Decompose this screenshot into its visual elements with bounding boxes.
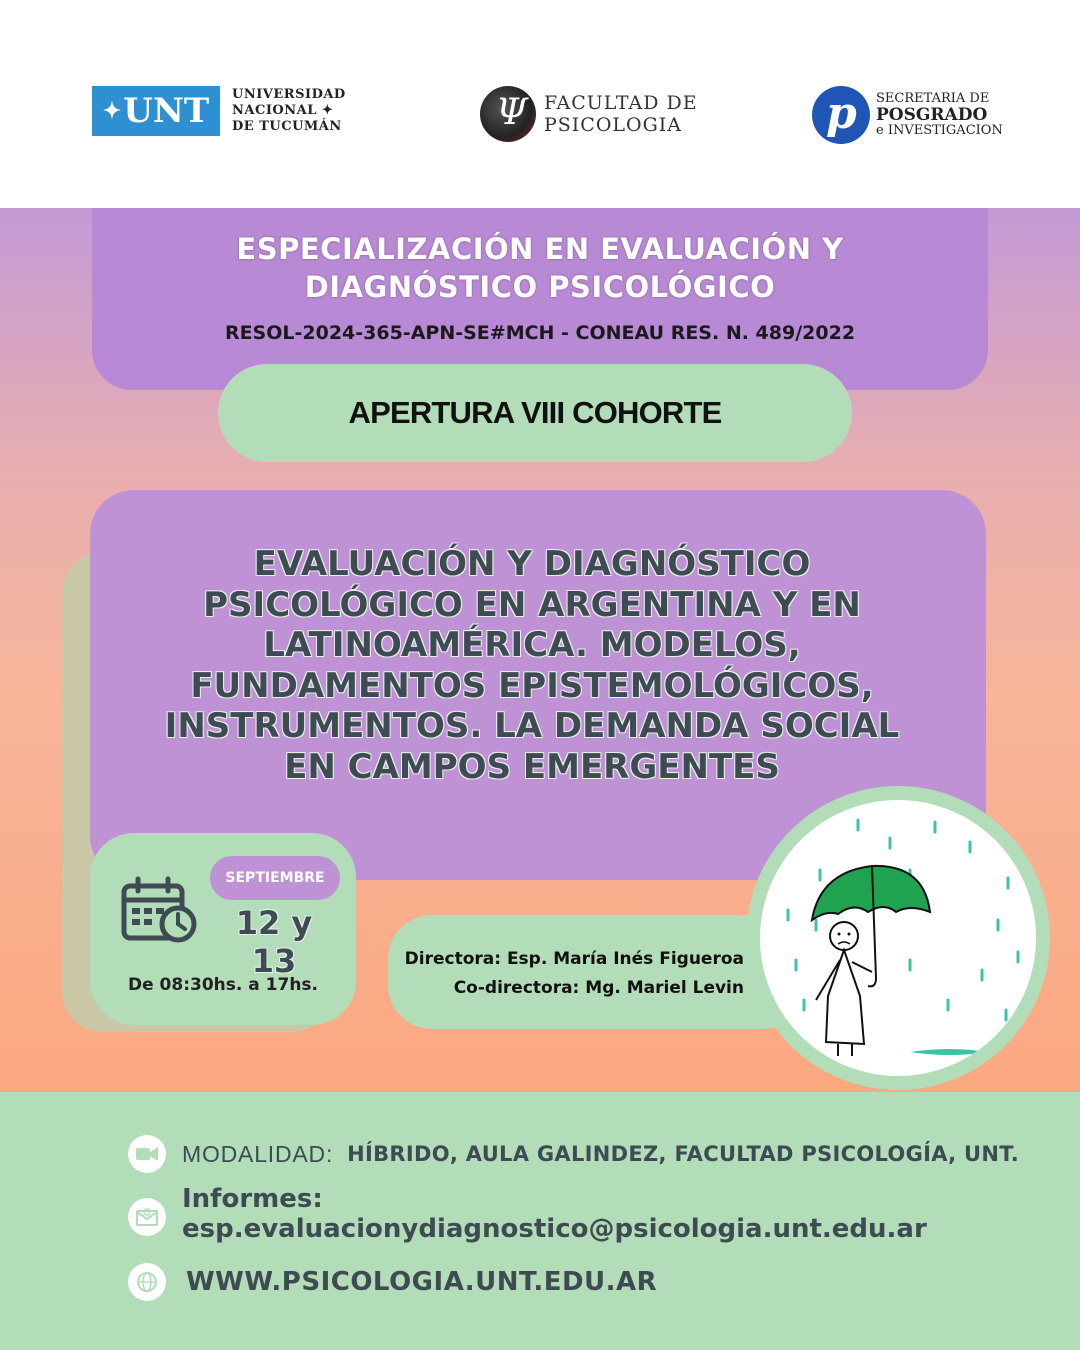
resolution-text: RESOL-2024-365-APN-SE#MCH - CONEAU RES. N. 489/2022 — [224, 322, 856, 344]
course-title — [130, 544, 934, 787]
website-row — [128, 1263, 657, 1301]
facultad-line2: PSICOLOGIA — [544, 114, 683, 136]
directors-text — [388, 945, 744, 1003]
unt-line3: DE TUCUMÁN — [232, 119, 342, 134]
website-link[interactable]: WWW.PSICOLOGIA.UNT.EDU.AR — [186, 1267, 658, 1297]
informes-label: Informes: — [182, 1184, 323, 1214]
unt-logo — [92, 86, 346, 136]
unt-logo-mark — [92, 86, 220, 136]
secretaria-name — [876, 92, 1003, 138]
unt-line1: UNIVERSIDAD — [232, 87, 346, 102]
modalidad-row — [128, 1135, 1019, 1173]
email-icon — [128, 1198, 166, 1236]
star-icon: ✦ — [102, 98, 122, 124]
facultad-name — [544, 92, 698, 136]
director-name: Directora: Esp. María Inés Figueroa — [404, 949, 744, 969]
facultad-logo-mark: Ψ — [480, 86, 536, 142]
globe-icon — [128, 1263, 166, 1301]
informes-row — [128, 1184, 927, 1244]
facultad-line1: FACULTAD DE — [544, 92, 698, 114]
secretaria-line3: e INVESTIGACION — [876, 123, 1003, 138]
secretaria-logo-mark: p — [812, 86, 870, 144]
unt-name — [232, 87, 346, 135]
date-days: 12 y 13 — [235, 904, 313, 980]
month-badge: SEPTIEMBRE — [210, 856, 340, 900]
secretaria-line1: SECRETARIA DE — [876, 91, 990, 106]
illustration — [760, 800, 1036, 1076]
video-camera-icon — [128, 1135, 166, 1173]
modalidad-label: MODALIDAD: — [182, 1140, 334, 1167]
codirector-name: Co-directora: Mg. Mariel Levin — [453, 978, 744, 998]
course-title-line: EVALUACIÓN Y DIAGNÓSTICO — [253, 544, 811, 584]
secretaria-logo — [812, 86, 1003, 144]
modalidad-value-bold: HÍBRIDO — [347, 1142, 450, 1166]
cohort-pill: APERTURA VIII COHORTE — [218, 364, 852, 462]
facultad-logo — [480, 86, 698, 142]
date-hours: De 08:30hs. a 17hs. — [128, 975, 318, 995]
course-title-line: INSTRUMENTOS. LA DEMANDA SOCIAL — [164, 706, 900, 746]
calendar-clock-icon — [120, 876, 200, 946]
secretaria-line2: POSGRADO — [876, 105, 988, 125]
course-title-line: LATINOAMÉRICA. MODELOS, — [263, 625, 801, 665]
informes-text — [182, 1184, 927, 1244]
program-title-line1: ESPECIALIZACIÓN EN EVALUACIÓN Y — [236, 232, 844, 266]
program-title-line2: DIAGNÓSTICO PSICOLÓGICO — [304, 270, 776, 304]
unt-abbr: UNT — [123, 91, 210, 131]
program-title — [92, 230, 988, 306]
course-title-line: PSICOLÓGICO EN ARGENTINA Y EN — [203, 584, 861, 625]
course-title-line: FUNDAMENTOS EPISTEMOLÓGICOS, — [190, 665, 874, 706]
modalidad-value-rest: , AULA GALINDEZ, FACULTAD PSICOLOGÍA, UNT. — [449, 1142, 1019, 1166]
umbrella-rain-illustration — [760, 800, 1036, 1076]
email-link[interactable]: esp.evaluacionydiagnostico@psicologia.unt.edu.ar — [182, 1214, 927, 1244]
course-title-line: EN CAMPOS EMERGENTES — [284, 746, 780, 787]
unt-line2: NACIONAL ✦ — [232, 103, 334, 118]
